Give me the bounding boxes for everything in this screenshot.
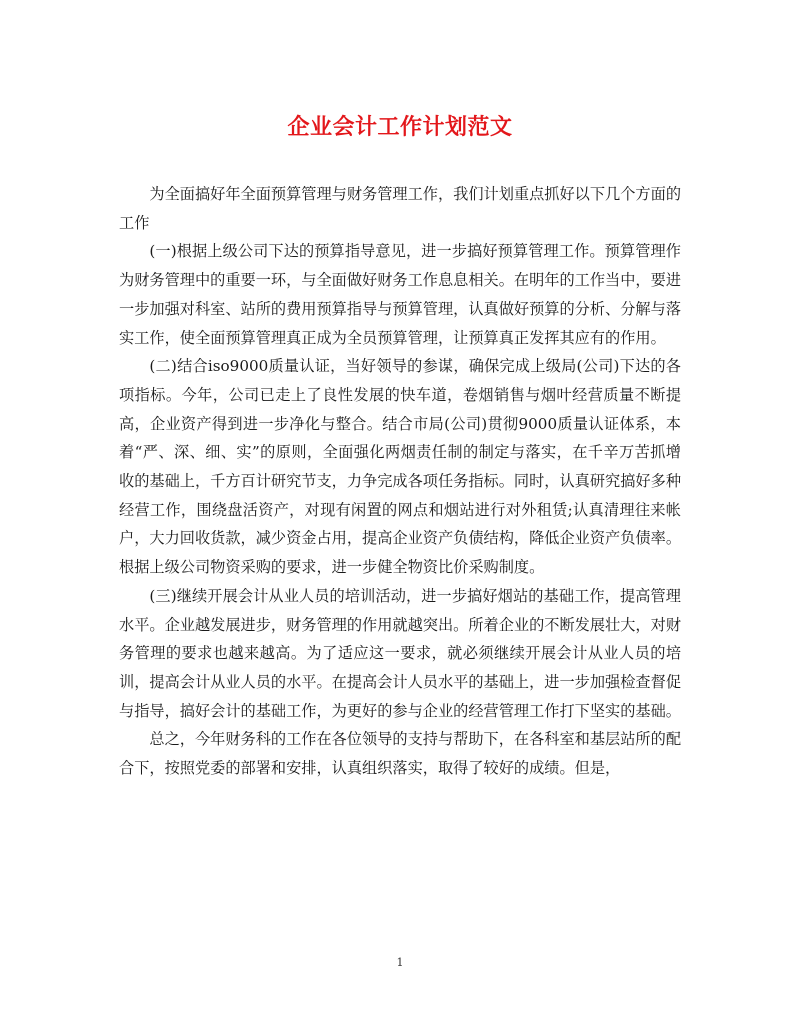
paragraph-intro: 为全面搞好年全面预算管理与财务管理工作，我们计划重点抓好以下几个方面的工作 (119, 185, 681, 232)
paragraph-section-2: (二)结合iso9000质量认证，当好领导的参谋，确保完成上级局(公司)下达的各项指标。今年，公司已走上了良性发展的快车道，卷烟销售与烟叶经营质量不断提高，企业资产得到进一步净化与整合。结合市局(公司)贯彻9000质量认证体系，本着“严、深、细、实”的原则，全面强化两烟责任制的制定与落实，在千辛万苦抓增收的基础上，千方百计研究节支，力争完成各项任务指标。同时，认真研究搞好多种经营工作，围绕盘活资产，对现有闲置的网点和烟站进行对外租赁;认真清理往来帐户，大力回收货款，减少资金占用，提高企业资产负债结构，降低企业资产负债率。根据上级公司物资采购的要求，进一步健全物资比价采购制度。 (119, 357, 681, 577)
paragraph-section-3: (三)继续开展会计从业人员的培训活动，进一步搞好烟站的基础工作，提高管理水平。企业越发展进步，财务管理的作用就越突出。所着企业的不断发展壮大，对财务管理的要求也越来越高。为了适应这一要求，就必须继续开展会计从业人员的培训，提高会计从业人员的水平。在提高会计人员水平的基础上，进一步加强检查督促与指导，搞好会计的基础工作，为更好的参与企业的经营管理工作打下坚实的基础。 (119, 586, 681, 720)
document-title: 企业会计工作计划范文 (287, 114, 513, 140)
paragraph-summary: 总之，今年财务科的工作在各位领导的支持与帮助下，在各科室和基层站所的配合下，按照党委的部署和安排，认真组织落实，取得了较好的成绩。但是， (119, 730, 681, 778)
paragraph-section-1: (一)根据上级公司下达的预算指导意见，进一步搞好预算管理工作。预算管理作为财务管理中的重要一环，与全面做好财务工作息息相关。在明年的工作当中，要进一步加强对科室、站所的费用预算指导与预算管理，认真做好预算的分析、分解与落实工作，使全面预算管理真正成为全员预算管理，让预算真正发挥其应有的作用。 (119, 242, 681, 347)
page-number: 1 (396, 956, 404, 969)
document-body (119, 180, 681, 783)
